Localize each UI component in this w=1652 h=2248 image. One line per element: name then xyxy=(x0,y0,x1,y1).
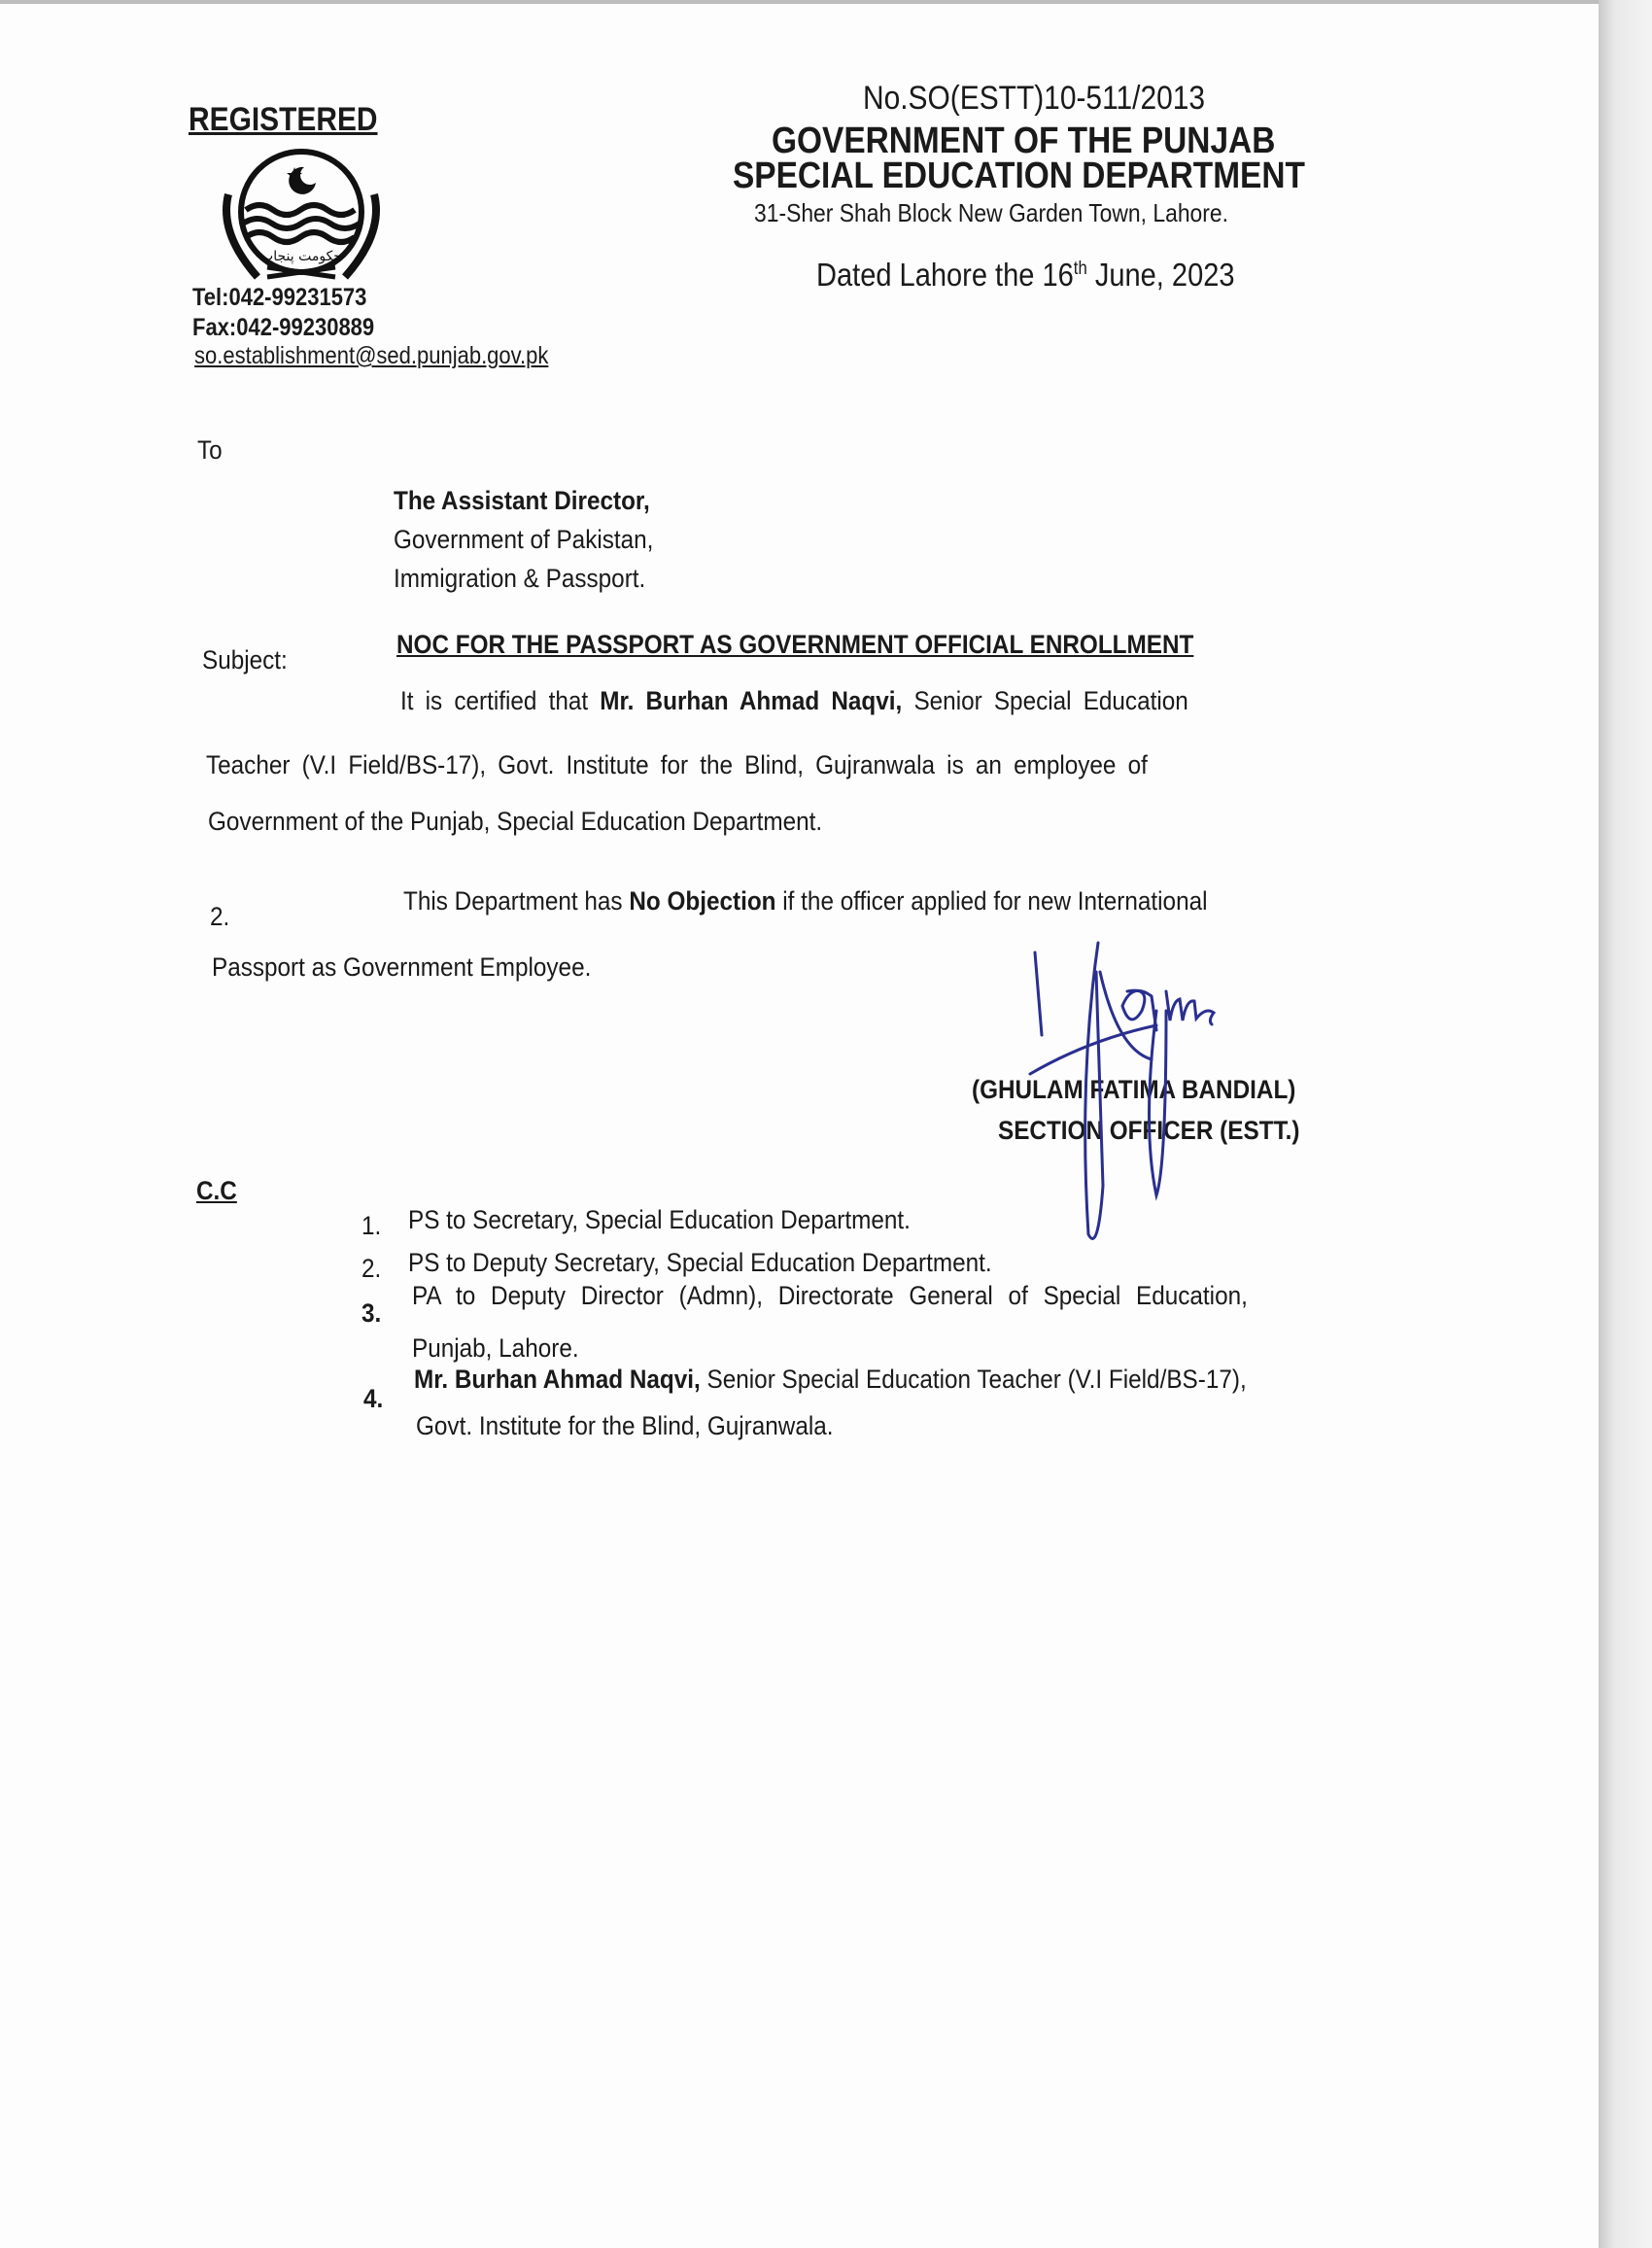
para1-line-2: Teacher (V.I Field/BS-17), Govt. Institute for the Blind, Gujranwala is an employee of xyxy=(206,750,1148,779)
para1-line-1 xyxy=(400,686,1188,716)
government-heading: GOVERNMENT OF THE PUNJAB xyxy=(772,121,1276,161)
para2-post: if the officer applied for new International xyxy=(782,886,1208,916)
subject-text: NOC FOR THE PASSPORT AS GOVERNMENT OFFICIAL ENROLLMENT xyxy=(396,630,1194,659)
addressee-title: The Assistant Director, xyxy=(394,486,650,515)
dated-line xyxy=(816,257,1235,294)
cc-item-4-number: 4. xyxy=(363,1384,384,1413)
para2-pre: This Department has xyxy=(403,886,623,916)
cc-item-1-number: 1. xyxy=(361,1211,382,1240)
para1-rest: Senior Special Education xyxy=(913,686,1188,715)
cc-item-3-text-2: Punjab, Lahore. xyxy=(412,1333,579,1363)
addressee-line-2: Government of Pakistan, xyxy=(394,525,654,554)
department-heading: SPECIAL EDUCATION DEPARTMENT xyxy=(733,156,1305,196)
no-objection: No Objection xyxy=(629,886,776,916)
to-label: To xyxy=(197,435,223,465)
cc-item-4-name: Mr. Burhan Ahmad Naqvi, xyxy=(414,1365,701,1394)
registered-label: REGISTERED xyxy=(189,101,378,138)
department-address: 31-Sher Shah Block New Garden Town, Lahore. xyxy=(754,198,1228,227)
addressee-line-3: Immigration & Passport. xyxy=(394,564,646,593)
cc-item-3-text: PA to Deputy Director (Admn), Directorate General of Special Education, xyxy=(412,1281,1248,1310)
signature-icon xyxy=(1011,933,1263,1273)
tel-number: Tel:042-99231573 xyxy=(192,284,367,311)
cc-item-2-number: 2. xyxy=(361,1254,382,1283)
cc-item-4-rest: Senior Special Education Teacher (V.I Field/BS-17), xyxy=(700,1365,1247,1394)
cc-item-2-text: PS to Deputy Secretary, Special Education Department. xyxy=(408,1248,992,1277)
cc-item-3-number: 3. xyxy=(361,1298,382,1328)
date-text-suffix: June, 2023 xyxy=(1086,257,1235,293)
email-link[interactable]: so.establishment@sed.punjab.gov.pk xyxy=(194,342,549,369)
date-text: Dated Lahore the 16 xyxy=(816,257,1074,293)
scan-edge-right xyxy=(1599,0,1652,2248)
para1-line-3: Government of the Punjab, Special Education Department. xyxy=(208,807,823,836)
cc-item-1-text: PS to Secretary, Special Education Department. xyxy=(408,1205,911,1234)
para2-line-1 xyxy=(403,886,1208,916)
svg-text:حکومت پنجاب: حکومت پنجاب xyxy=(260,249,342,264)
cc-item-4-text xyxy=(414,1365,1247,1395)
signatory-name: (GHULAM FATIMA BANDIAL) xyxy=(972,1075,1296,1104)
signatory-designation: SECTION OFFICER (ESTT.) xyxy=(998,1116,1300,1145)
cc-label: C.C xyxy=(196,1176,237,1205)
fax-number: Fax:042-99230889 xyxy=(192,314,375,341)
employee-name: Mr. Burhan Ahmad Naqvi, xyxy=(600,686,903,715)
cc-item-4-text-2: Govt. Institute for the Blind, Gujranwala. xyxy=(416,1411,834,1440)
date-superscript: th xyxy=(1073,259,1087,279)
punjab-emblem-icon xyxy=(209,146,394,292)
para2-number: 2. xyxy=(210,902,230,931)
subject-label: Subject: xyxy=(202,645,288,674)
reference-number: No.SO(ESTT)10-511/2013 xyxy=(863,80,1205,117)
scan-edge-top xyxy=(0,0,1599,4)
para2-line-2: Passport as Government Employee. xyxy=(212,952,592,982)
para1-intro: It is certified that xyxy=(400,686,589,715)
